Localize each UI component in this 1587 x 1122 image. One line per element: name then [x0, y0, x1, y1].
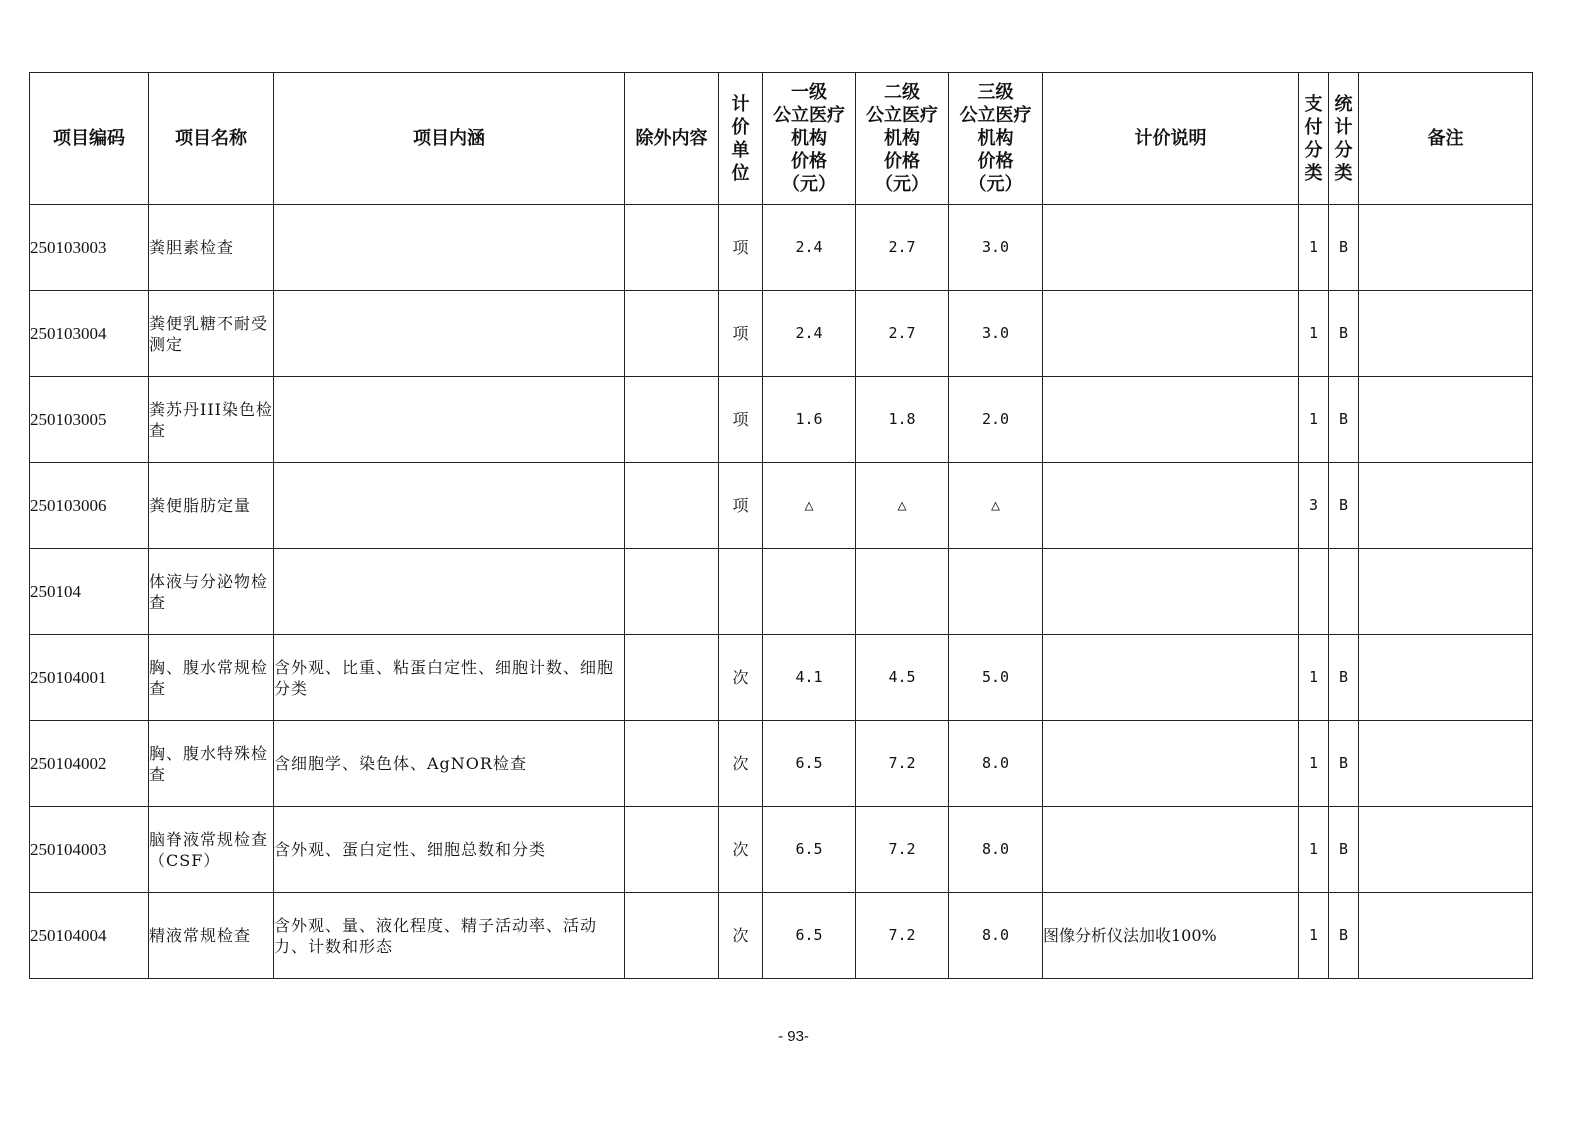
cell-unit: 项 — [719, 205, 763, 291]
cell-price-level1: △ — [763, 463, 856, 549]
cell-name: 脑脊液常规检查（CSF） — [149, 807, 274, 893]
table-row — [30, 721, 1533, 807]
cell-explanation — [1043, 807, 1299, 893]
header-explanation: 计价说明 — [1043, 73, 1299, 205]
header-name: 项目名称 — [149, 73, 274, 205]
header-price-level3: 三级 公立医疗 机构 价格 （元） — [949, 73, 1043, 205]
cell-code: 250104001 — [30, 635, 149, 721]
cell-remark — [1359, 893, 1533, 979]
cell-stat-category: B — [1329, 205, 1359, 291]
cell-price-level2 — [856, 549, 949, 635]
cell-name: 粪胆素检查 — [149, 205, 274, 291]
header-exclusion: 除外内容 — [625, 73, 719, 205]
cell-content — [274, 549, 625, 635]
cell-exclusion — [625, 205, 719, 291]
cell-pay-category: 1 — [1299, 205, 1329, 291]
cell-stat-category: B — [1329, 463, 1359, 549]
cell-code: 250104004 — [30, 893, 149, 979]
cell-price-level1: 2.4 — [763, 291, 856, 377]
cell-pay-category: 1 — [1299, 807, 1329, 893]
cell-price-level2: 7.2 — [856, 721, 949, 807]
cell-code: 250104 — [30, 549, 149, 635]
header-price-level1: 一级 公立医疗 机构 价格 （元） — [763, 73, 856, 205]
cell-price-level3 — [949, 549, 1043, 635]
cell-code: 250103004 — [30, 291, 149, 377]
header-row — [30, 73, 1533, 205]
cell-code: 250103005 — [30, 377, 149, 463]
cell-code: 250103006 — [30, 463, 149, 549]
table-row — [30, 291, 1533, 377]
cell-remark — [1359, 463, 1533, 549]
table-row — [30, 377, 1533, 463]
header-pay-category: 支 付 分 类 — [1299, 73, 1329, 205]
cell-content — [274, 463, 625, 549]
cell-stat-category: B — [1329, 635, 1359, 721]
cell-remark — [1359, 549, 1533, 635]
cell-explanation — [1043, 635, 1299, 721]
cell-price-level3: 5.0 — [949, 635, 1043, 721]
header-price-level2: 二级 公立医疗 机构 价格 （元） — [856, 73, 949, 205]
cell-stat-category: B — [1329, 893, 1359, 979]
cell-stat-category: B — [1329, 807, 1359, 893]
cell-price-level2: 7.2 — [856, 807, 949, 893]
cell-price-level1: 6.5 — [763, 807, 856, 893]
table-row — [30, 893, 1533, 979]
table-row — [30, 807, 1533, 893]
cell-explanation — [1043, 377, 1299, 463]
table-row — [30, 463, 1533, 549]
cell-remark — [1359, 291, 1533, 377]
table-row — [30, 635, 1533, 721]
cell-explanation — [1043, 721, 1299, 807]
cell-name: 胸、腹水特殊检查 — [149, 721, 274, 807]
cell-content: 含外观、比重、粘蛋白定性、细胞计数、细胞分类 — [274, 635, 625, 721]
cell-price-level3: 8.0 — [949, 721, 1043, 807]
cell-price-level1: 6.5 — [763, 721, 856, 807]
cell-price-level1: 6.5 — [763, 893, 856, 979]
cell-content: 含细胞学、染色体、AgNOR检查 — [274, 721, 625, 807]
table-row — [30, 549, 1533, 635]
cell-stat-category: B — [1329, 291, 1359, 377]
header-code: 项目编码 — [30, 73, 149, 205]
cell-price-level2: 4.5 — [856, 635, 949, 721]
cell-explanation — [1043, 549, 1299, 635]
cell-exclusion — [625, 549, 719, 635]
header-stat-category: 统 计 分 类 — [1329, 73, 1359, 205]
cell-remark — [1359, 721, 1533, 807]
cell-exclusion — [625, 893, 719, 979]
cell-pay-category: 1 — [1299, 721, 1329, 807]
cell-remark — [1359, 807, 1533, 893]
cell-unit: 项 — [719, 291, 763, 377]
cell-content — [274, 291, 625, 377]
cell-pay-category: 1 — [1299, 291, 1329, 377]
cell-price-level2: 2.7 — [856, 291, 949, 377]
cell-code: 250103003 — [30, 205, 149, 291]
cell-remark — [1359, 635, 1533, 721]
cell-price-level3: 3.0 — [949, 205, 1043, 291]
cell-stat-category — [1329, 549, 1359, 635]
cell-unit — [719, 549, 763, 635]
cell-price-level3: 2.0 — [949, 377, 1043, 463]
cell-content — [274, 205, 625, 291]
cell-price-level3: 8.0 — [949, 893, 1043, 979]
cell-unit: 项 — [719, 377, 763, 463]
cell-price-level2: △ — [856, 463, 949, 549]
header-remark: 备注 — [1359, 73, 1533, 205]
cell-price-level1: 2.4 — [763, 205, 856, 291]
cell-stat-category: B — [1329, 377, 1359, 463]
cell-unit: 项 — [719, 463, 763, 549]
cell-explanation — [1043, 463, 1299, 549]
cell-unit: 次 — [719, 635, 763, 721]
header-unit: 计 价 单 位 — [719, 73, 763, 205]
cell-name: 粪苏丹III染色检查 — [149, 377, 274, 463]
header-content: 项目内涵 — [274, 73, 625, 205]
cell-pay-category: 1 — [1299, 893, 1329, 979]
cell-name: 精液常规检查 — [149, 893, 274, 979]
cell-code: 250104002 — [30, 721, 149, 807]
cell-exclusion — [625, 721, 719, 807]
cell-pay-category — [1299, 549, 1329, 635]
cell-remark — [1359, 377, 1533, 463]
cell-unit: 次 — [719, 721, 763, 807]
cell-explanation — [1043, 205, 1299, 291]
cell-explanation — [1043, 291, 1299, 377]
cell-content — [274, 377, 625, 463]
cell-price-level2: 1.8 — [856, 377, 949, 463]
cell-pay-category: 1 — [1299, 635, 1329, 721]
cell-price-level1: 4.1 — [763, 635, 856, 721]
cell-exclusion — [625, 377, 719, 463]
cell-name: 粪便脂肪定量 — [149, 463, 274, 549]
cell-price-level2: 2.7 — [856, 205, 949, 291]
cell-price-level3: 8.0 — [949, 807, 1043, 893]
cell-price-level1 — [763, 549, 856, 635]
table-row — [30, 205, 1533, 291]
cell-name: 粪便乳糖不耐受测定 — [149, 291, 274, 377]
cell-exclusion — [625, 635, 719, 721]
cell-content: 含外观、量、液化程度、精子活动率、活动力、计数和形态 — [274, 893, 625, 979]
cell-pay-category: 1 — [1299, 377, 1329, 463]
cell-exclusion — [625, 807, 719, 893]
cell-price-level1: 1.6 — [763, 377, 856, 463]
cell-code: 250104003 — [30, 807, 149, 893]
cell-price-level3: △ — [949, 463, 1043, 549]
cell-explanation: 图像分析仪法加收100% — [1043, 893, 1299, 979]
cell-exclusion — [625, 291, 719, 377]
page-number: - 93- — [778, 1028, 809, 1045]
cell-stat-category: B — [1329, 721, 1359, 807]
cell-content: 含外观、蛋白定性、细胞总数和分类 — [274, 807, 625, 893]
cell-price-level2: 7.2 — [856, 893, 949, 979]
cell-unit: 次 — [719, 893, 763, 979]
cell-name: 体液与分泌物检查 — [149, 549, 274, 635]
cell-name: 胸、腹水常规检查 — [149, 635, 274, 721]
cell-pay-category: 3 — [1299, 463, 1329, 549]
cell-remark — [1359, 205, 1533, 291]
cell-unit: 次 — [719, 807, 763, 893]
price-table — [29, 72, 1533, 979]
cell-price-level3: 3.0 — [949, 291, 1043, 377]
cell-exclusion — [625, 463, 719, 549]
